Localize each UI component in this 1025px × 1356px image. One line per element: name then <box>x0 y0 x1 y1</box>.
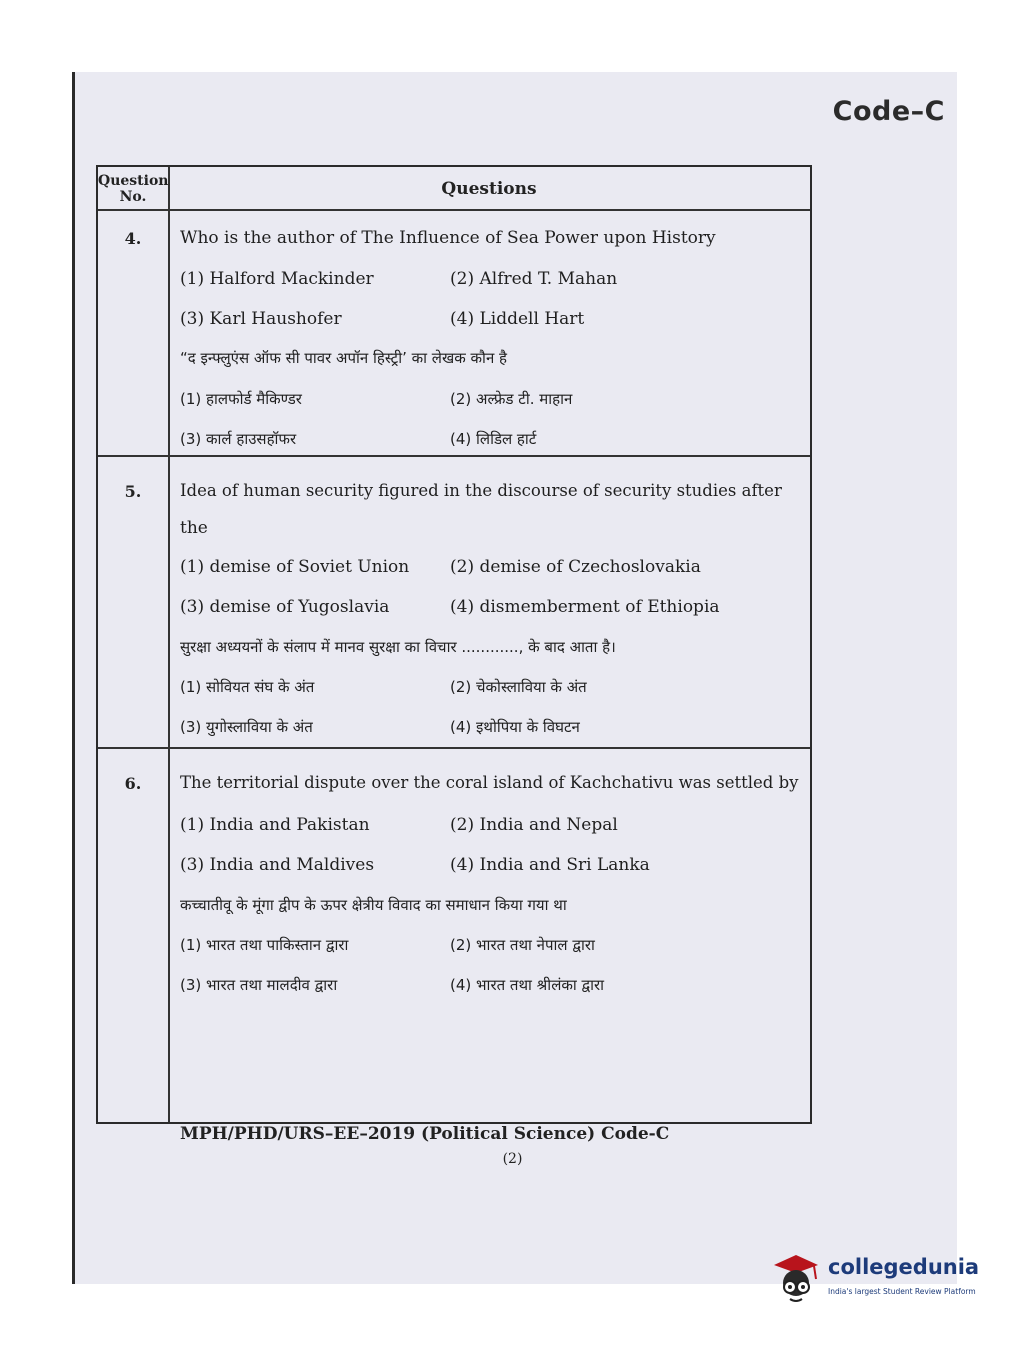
option-hi: (3) भारत तथा मालदीव द्वारा <box>180 976 338 994</box>
option: (3) demise of Yugoslavia <box>180 597 390 617</box>
option-hi: (2) चेकोस्लाविया के अंत <box>450 678 587 696</box>
question-number: 6. <box>124 774 142 793</box>
option-hi: (4) भारत तथा श्रीलंका द्वारा <box>450 976 605 994</box>
question-text-hi: सुरक्षा अध्ययनों के संलाप में मानव सुरक्षा का विचार ............, के बाद आता है। <box>180 638 616 656</box>
header-question-no: Question No. <box>98 173 169 205</box>
question-text-en: Idea of human security figured in the discourse of security studies after <box>180 481 782 500</box>
option-hi: (1) हालफोर्ड मैकिण्डर <box>180 390 302 408</box>
question-number: 5. <box>124 482 142 501</box>
column-divider <box>168 167 170 1122</box>
option: (1) India and Pakistan <box>180 815 370 835</box>
option: (3) India and Maldives <box>180 855 375 875</box>
option-hi: (2) अल्फ्रेड टी. माहान <box>450 390 573 408</box>
question-number: 4. <box>124 229 142 248</box>
logo-tagline: India's largest Student Review Platform <box>828 1287 976 1296</box>
option: (3) Karl Haushofer <box>180 309 342 329</box>
option: (2) Alfred T. Mahan <box>450 269 618 289</box>
paper-code: Code–C <box>832 96 945 127</box>
option: (4) dismemberment of Ethiopia <box>450 597 720 617</box>
logo-name: collegedunia <box>828 1255 980 1279</box>
page-number: (2) <box>502 1151 523 1167</box>
option-hi: (3) युगोस्लाविया के अंत <box>180 718 313 736</box>
option: (2) demise of Czechoslovakia <box>450 557 701 577</box>
option: (4) India and Sri Lanka <box>450 855 650 875</box>
option-hi: (1) सोवियत संघ के अंत <box>180 678 315 696</box>
question-text-hi: “द इन्फ्लुएंस ऑफ सी पावर अपॉन हिस्ट्री’ का लेखक कौन है <box>180 349 507 367</box>
option: (1) Halford Mackinder <box>180 269 374 289</box>
question-text-en: The territorial dispute over the coral island of Kachchativu was settled by <box>180 773 799 792</box>
option: (4) Liddell Hart <box>450 309 585 329</box>
question-text-en: Who is the author of The Influence of Sea Power upon History <box>180 228 716 248</box>
option-hi: (3) कार्ल हाउसहॉफर <box>180 430 297 448</box>
option-hi: (4) इथोपिया के विघटन <box>450 718 580 736</box>
option-hi: (4) लिडिल हार्ट <box>450 430 537 448</box>
option-hi: (1) भारत तथा पाकिस्तान द्वारा <box>180 936 349 954</box>
row-divider <box>98 747 810 749</box>
option: (1) demise of Soviet Union <box>180 557 410 577</box>
row-divider <box>98 455 810 457</box>
option-hi: (2) भारत तथा नेपाल द्वारा <box>450 936 595 954</box>
question-table <box>96 165 812 1124</box>
question-text-hi: कच्चातीवू के मूंगा द्वीप के ऊपर क्षेत्रीय विवाद का समाधान किया गया था <box>180 896 567 914</box>
header-questions: Questions <box>441 179 537 199</box>
collegedunia-logo[interactable] <box>770 1253 990 1313</box>
mascot-icon <box>770 1253 824 1311</box>
question-text-en-cont: the <box>180 518 208 538</box>
header-divider <box>98 209 810 211</box>
exam-footer: MPH/PHD/URS–EE–2019 (Political Science) Code-C <box>180 1124 670 1144</box>
option: (2) India and Nepal <box>450 815 618 835</box>
